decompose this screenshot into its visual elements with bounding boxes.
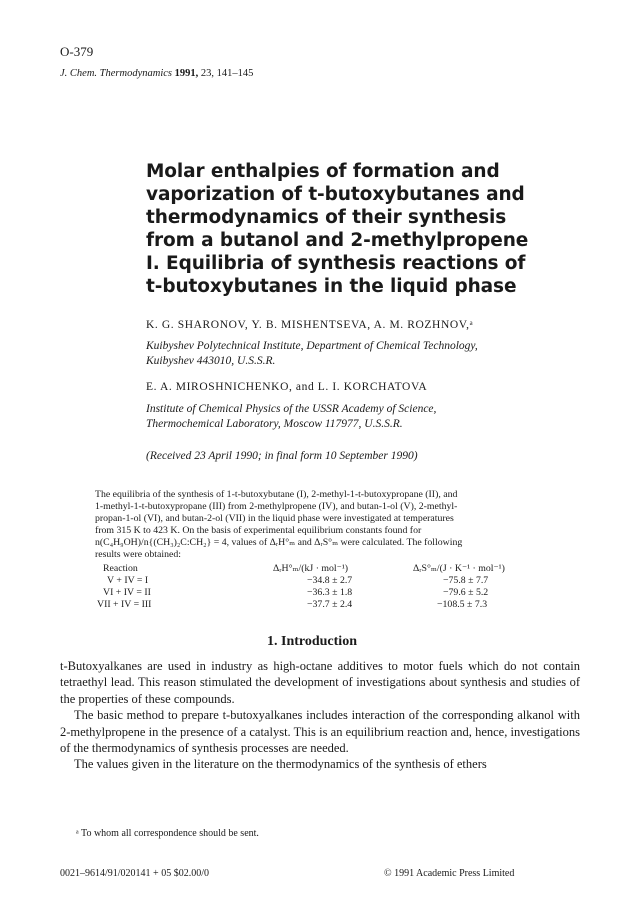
paragraph: The values given in the literature on the thermodynamics of the synthesis of ethers [74, 757, 487, 772]
abstract [95, 489, 531, 561]
subtitle-line: I. Equilibria of synthesis reactions of [146, 253, 526, 274]
journal-year: 1991, [174, 68, 199, 79]
table-cell: V + IV = I [107, 575, 149, 586]
affiliation-moscow [146, 402, 546, 432]
table-header-row [95, 563, 531, 575]
author-list-primary: K. G. SHARONOV, Y. B. MISHENTSEVA, A. M. ROZHNOV,ᵃ [146, 319, 474, 331]
journal-citation [60, 68, 253, 79]
table-cell: VII + IV = III [97, 599, 152, 610]
correspondence-footnote: ᵃ To whom all correspondence should be sent. [76, 828, 259, 839]
table-cell: −75.8 ± 7.7 [443, 575, 489, 586]
subtitle-line: t-butoxybutanes in the liquid phase [146, 276, 517, 297]
title-line: thermodynamics of their synthesis [146, 207, 507, 228]
table-cell: −108.5 ± 7.3 [437, 599, 488, 610]
table-header: ΔᵣH°ₘ/(kJ · mol⁻¹) [273, 563, 349, 574]
abstract-line: n(C₄H₉OH)/n{(CH₃)₂C:CH₂} = 4, values of ΔᵣH°ₘ and ΔᵣS°ₘ were calculated. The following [95, 537, 463, 548]
affiliation-line: Kuibyshev Polytechnical Institute, Department of Chemical Technology, [146, 340, 478, 352]
table-cell: VI + IV = II [103, 587, 151, 598]
paper-title [146, 160, 566, 298]
table-cell: −79.6 ± 5.2 [443, 587, 489, 598]
table-header: Reaction [103, 563, 138, 574]
abstract-line: from 315 K to 423 K. On the basis of experimental equilibrium constants found for [95, 525, 422, 536]
affiliation-line: Kuibyshev 443010, U.S.S.R. [146, 355, 276, 367]
reaction-results-table [95, 563, 531, 611]
received-dates: (Received 23 April 1990; in final form 10 September 1990) [146, 450, 418, 462]
section-heading-introduction: 1. Introduction [267, 634, 357, 649]
table-cell: −34.8 ± 2.7 [307, 575, 353, 586]
abstract-line: results were obtained: [95, 549, 181, 560]
table-cell: −37.7 ± 2.4 [307, 599, 353, 610]
title-line: Molar enthalpies of formation and [146, 161, 500, 182]
footer-issn-code: 0021–9614/91/020141 + 05 $02.00/0 [60, 868, 209, 879]
paragraph: The basic method to prepare t-butoxyalkanes includes interaction of the corresponding alkanol with 2-methylpropene in the presence of a catalyst. This is an equilibrium reaction and, hence, investigations of the thermodynamics of synthesis processes are needed. [60, 708, 580, 756]
journal-name: J. Chem. Thermodynamics [60, 68, 172, 79]
abstract-line: propan-1-ol (VI), and butan-2-ol (VII) in the liquid phase were investigated at temperatures [95, 513, 454, 524]
author-list-secondary: E. A. MIROSHNICHENKO, and L. I. KORCHATOVA [146, 381, 428, 393]
abstract-line: The equilibria of the synthesis of 1-t-butoxybutane (I), 2-methyl-1-t-butoxypropane (II), and [95, 489, 458, 500]
affiliation-line: Institute of Chemical Physics of the USSR Academy of Science, [146, 403, 437, 415]
table-row [95, 587, 531, 599]
table-row [95, 599, 531, 611]
title-line: vaporization of t-butoxybutanes and [146, 184, 525, 205]
table-header: ΔᵣS°ₘ/(J · K⁻¹ · mol⁻¹) [413, 563, 505, 574]
table-row [95, 575, 531, 587]
title-line: from a butanol and 2-methylpropene [146, 230, 529, 251]
affiliation-line: Thermochemical Laboratory, Moscow 117977, U.S.S.R. [146, 418, 403, 430]
introduction-body [60, 658, 580, 773]
abstract-line: 1-methyl-1-t-butoxypropane (III) from 2-methylpropene (IV), and butan-1-ol (V), 2-methyl- [95, 501, 458, 512]
journal-pages: 23, 141–145 [200, 68, 254, 79]
footer-copyright: © 1991 Academic Press Limited [384, 868, 515, 879]
document-id: O-379 [60, 44, 94, 59]
affiliation-kuibyshev [146, 339, 546, 369]
table-cell: −36.3 ± 1.8 [307, 587, 353, 598]
paragraph: t-Butoxyalkanes are used in industry as high-octane additives to motor fuels which do not contain tetraethyl lead. This reason stimulated the development of investigations about synthesis and studies of the properties of these compounds. [60, 659, 580, 706]
